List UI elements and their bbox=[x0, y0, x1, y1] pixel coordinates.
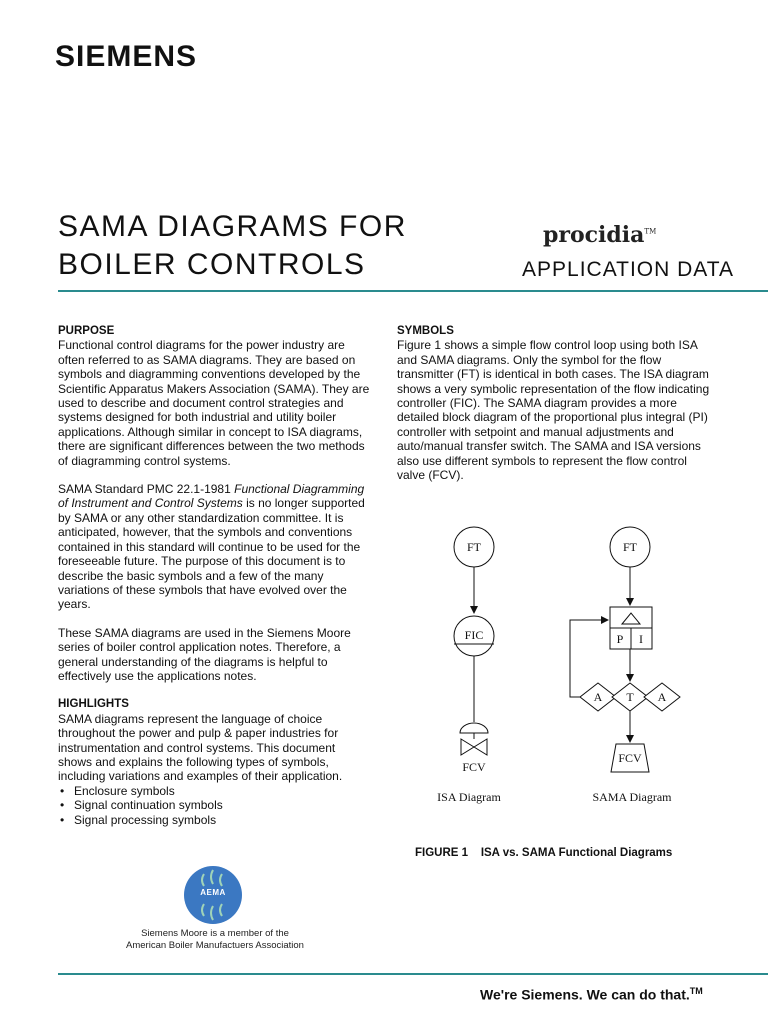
membership-line-2: American Boiler Manufactuers Association bbox=[126, 940, 304, 951]
left-column bbox=[58, 324, 372, 827]
aema-logo-text: AEMA bbox=[200, 888, 226, 897]
sama-t-label: T bbox=[626, 690, 634, 704]
figure-caption: FIGURE 1 ISA vs. SAMA Functional Diagrams bbox=[415, 847, 673, 859]
tagline bbox=[480, 986, 703, 1003]
header-divider bbox=[58, 290, 768, 292]
purpose-paragraph-1: Functional control diagrams for the power industry are often referred to as SAMA diagrams. They are based on symbols and diagramming conventions developed by the Scientific Apparatus Makers Association (SAMA). They are used to describe and document control strategies and systems designed for both industrial and utility boiler applications. Although similar in concept to ISA diagrams, there are significant differences between the two methods of diagramming control systems. bbox=[58, 338, 370, 468]
procidia-logo bbox=[543, 222, 656, 248]
isa-valve-actuator bbox=[460, 723, 488, 733]
highlights-heading: HIGHLIGHTS bbox=[58, 698, 129, 711]
right-column bbox=[397, 324, 715, 496]
isa-diagram-label: ISA Diagram bbox=[437, 790, 501, 804]
siemens-logo: SIEMENS bbox=[55, 40, 198, 73]
tagline-trademark: TM bbox=[689, 986, 703, 996]
membership-line-1: Siemens Moore is a member of the bbox=[141, 928, 289, 939]
page-title-line-1: SAMA DIAGRAMS FOR bbox=[58, 210, 407, 243]
highlights-list bbox=[58, 784, 372, 827]
isa-ft-label: FT bbox=[466, 540, 482, 554]
sama-a-right-label: A bbox=[657, 690, 667, 704]
sama-i-label: I bbox=[639, 632, 643, 646]
symbols-heading: SYMBOLS bbox=[397, 325, 454, 337]
list-item: • Signal continuation symbols bbox=[58, 798, 372, 812]
sama-p-label: P bbox=[616, 632, 624, 646]
figure-1-diagram bbox=[400, 515, 700, 815]
sama-diagram-label: SAMA Diagram bbox=[592, 790, 672, 804]
purpose-heading: PURPOSE bbox=[58, 325, 115, 337]
sama-fcv-label: FCV bbox=[618, 751, 642, 765]
symbols-paragraph: Figure 1 shows a simple flow control loop using both ISA and SAMA diagrams. Only the symbol for the flow transmitter (FT) is identical in both cases. The ISA diagram shows a very symbolic representation of the flow indicating controller (FIC). The SAMA diagram provides a more detailed block diagram of the proportional plus integral (PI) controller with setpoint and manual adjustments and auto/manual transfer switch. The SAMA and ISA versions also use different symbols to represent the flow control valve (FCV). bbox=[397, 338, 710, 483]
document-type: APPLICATION DATA bbox=[522, 258, 735, 281]
list-item: • Enclosure symbols bbox=[58, 784, 372, 798]
procidia-logo-text: procidia bbox=[543, 222, 645, 248]
footer-divider bbox=[58, 973, 768, 975]
sama-a-left-label: A bbox=[593, 690, 603, 704]
purpose-paragraph-2 bbox=[58, 482, 372, 612]
isa-valve-body bbox=[461, 739, 487, 755]
sama-ft-label: FT bbox=[622, 540, 638, 554]
isa-fcv-label: FCV bbox=[462, 760, 486, 774]
sama-setpoint-feedback-arrow bbox=[570, 620, 608, 697]
list-item: • Signal processing symbols bbox=[58, 813, 372, 827]
standard-title: Functional Diagramming of Instrument and Control Systems bbox=[58, 482, 365, 511]
purpose-p2-text-a: SAMA Standard PMC 22.1-1981 bbox=[58, 482, 235, 497]
page-title-line-2: BOILER CONTROLS bbox=[58, 248, 366, 281]
purpose-paragraph-3: These SAMA diagrams are used in the Siemens Moore series of boiler control application notes. Therefore, a general understanding of the diagrams is helpful to effectively use the applications notes. bbox=[58, 625, 351, 683]
isa-fic-label: FIC bbox=[464, 628, 484, 642]
highlights-paragraph: SAMA diagrams represent the language of choice throughout the power and pulp & paper industries for instrumentation and control systems. This document shows and explains the following types of symbols, including variations and examples of their application. bbox=[58, 711, 343, 784]
tagline-text: We're Siemens. We can do that. bbox=[480, 986, 690, 1003]
procidia-trademark: TM bbox=[644, 227, 657, 236]
aema-logo bbox=[184, 866, 242, 924]
membership-note bbox=[105, 928, 325, 952]
purpose-p2-text-b: is no longer supported by SAMA or any other standardization committee. It is anticipated, however, that the symbols and conventions contained in this standard will continue to be used for the foreseeable future. The purpose of this document is to describe the basic symbols and a few of the many variations of these symbols that have evolved over the years. bbox=[58, 496, 365, 612]
